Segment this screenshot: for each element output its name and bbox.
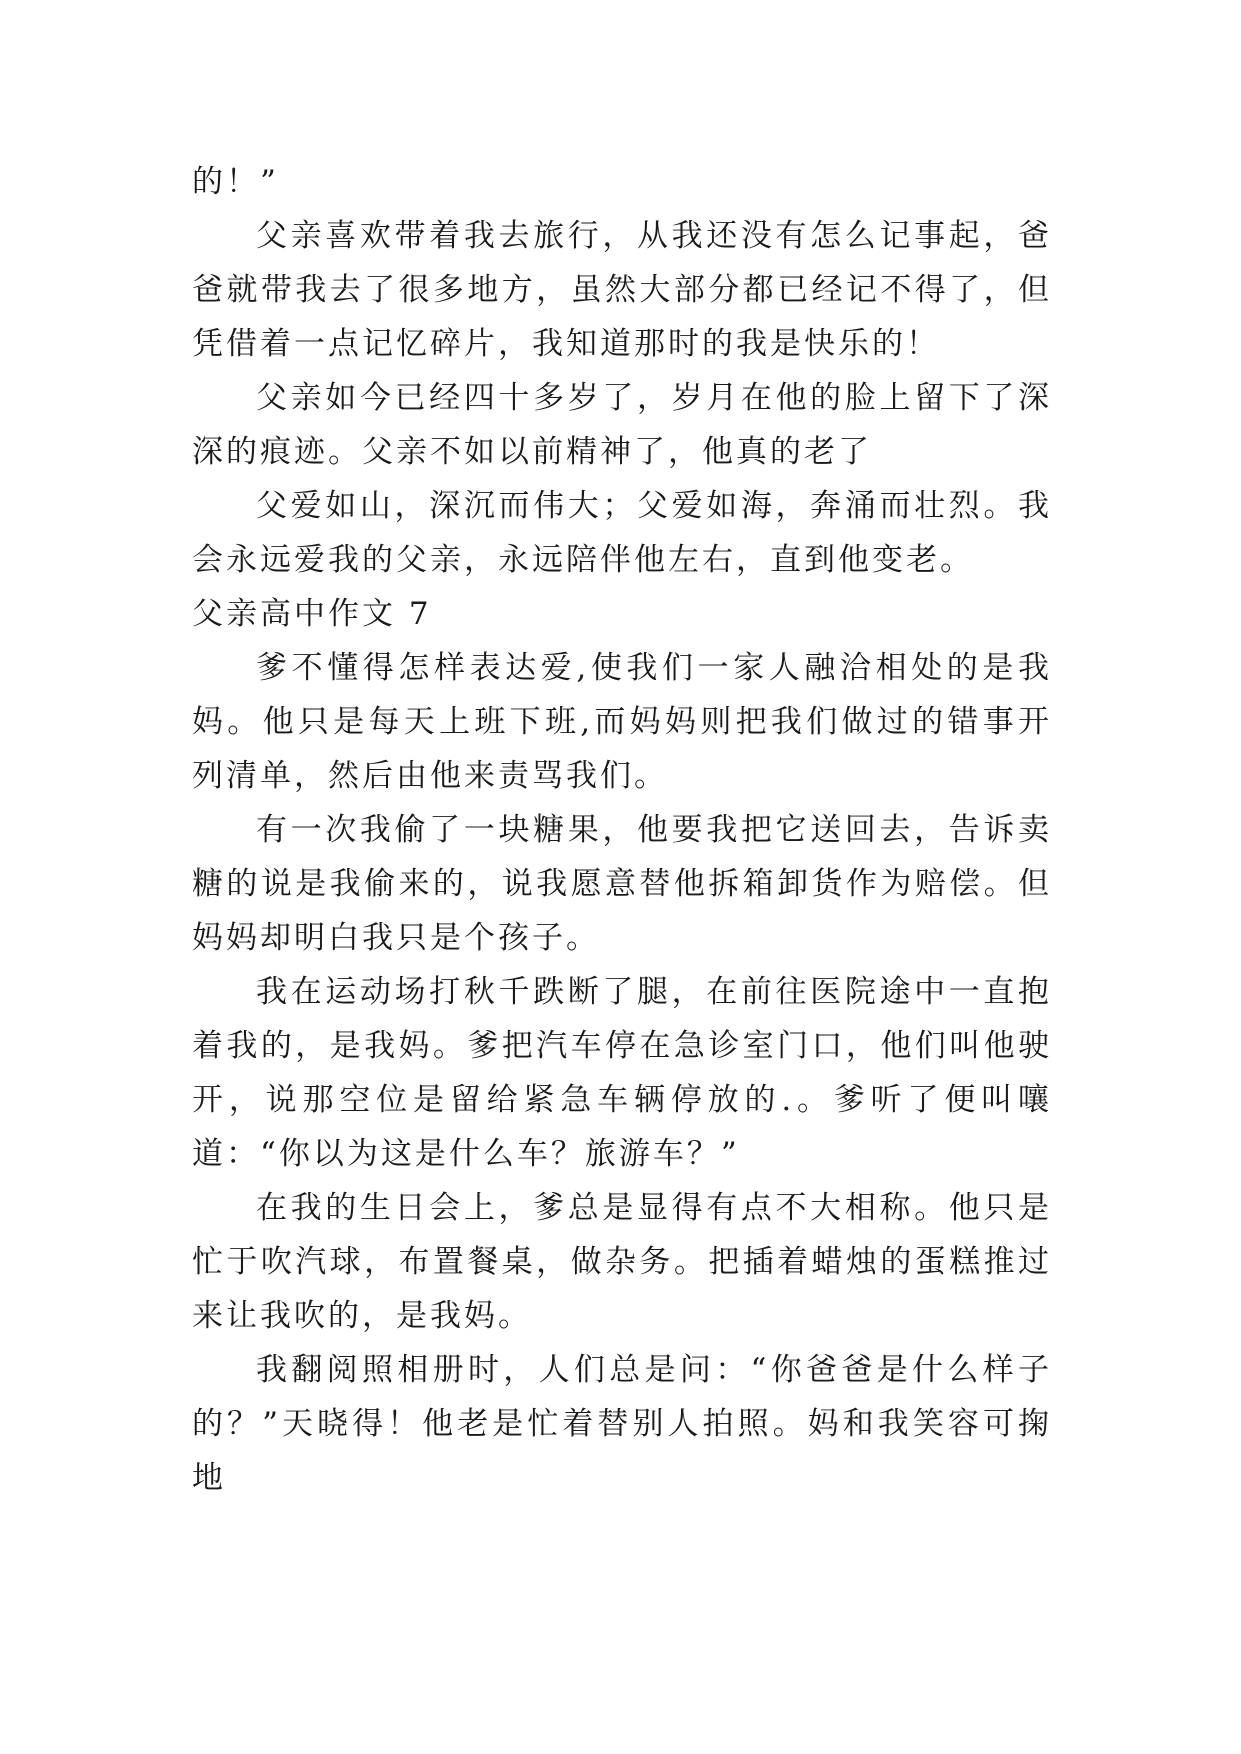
document-body (192, 155, 1052, 1505)
paragraph: 在我的生日会上，爹总是显得有点不大相称。他只是忙于吹汽球，布置餐桌，做杂务。把插着蜡烛的蛋糕推过来让我吹的，是我妈。 (192, 1190, 1052, 1334)
section-title: 父亲高中作文 7 (192, 596, 432, 632)
paragraph: 我在运动场打秋千跌断了腿，在前往医院途中一直抱着我的，是我妈。爹把汽车停在急诊室门口，他们叫他驶开，说那空位是留给紧急车辆停放的.。爹听了便叫嚷道：“你以为这是什么车？旅游车？” (192, 974, 1052, 1172)
paragraph: 有一次我偷了一块糖果，他要我把它送回去，告诉卖糖的说是我偷来的，说我愿意替他拆箱卸货作为赔偿。但妈妈却明白我只是个孩子。 (192, 812, 1052, 956)
paragraph: 父爱如山，深沉而伟大；父爱如海，奔涌而壮烈。我会永远爱我的父亲，永远陪伴他左右，直到他变老。 (192, 488, 1052, 578)
paragraph: 我翻阅照相册时，人们总是问：“你爸爸是什么样子的？”天晓得！他老是忙着替别人拍照。妈和我笑容可掬地 (192, 1352, 1052, 1496)
paragraph: 爹不懂得怎样表达爱,使我们一家人融洽相处的是我妈。他只是每天上班下班,而妈妈则把我们做过的错事开列清单，然后由他来责骂我们。 (192, 650, 1052, 794)
paragraph: 父亲如今已经四十多岁了，岁月在他的脸上留下了深深的痕迹。父亲不如以前精神了，他真的老了 (192, 380, 1052, 470)
paragraph-continuation: 的！” (192, 164, 279, 200)
paragraph: 父亲喜欢带着我去旅行，从我还没有怎么记事起，爸爸就带我去了很多地方，虽然大部分都已经记不得了，但凭借着一点记忆碎片，我知道那时的我是快乐的！ (192, 218, 1052, 362)
